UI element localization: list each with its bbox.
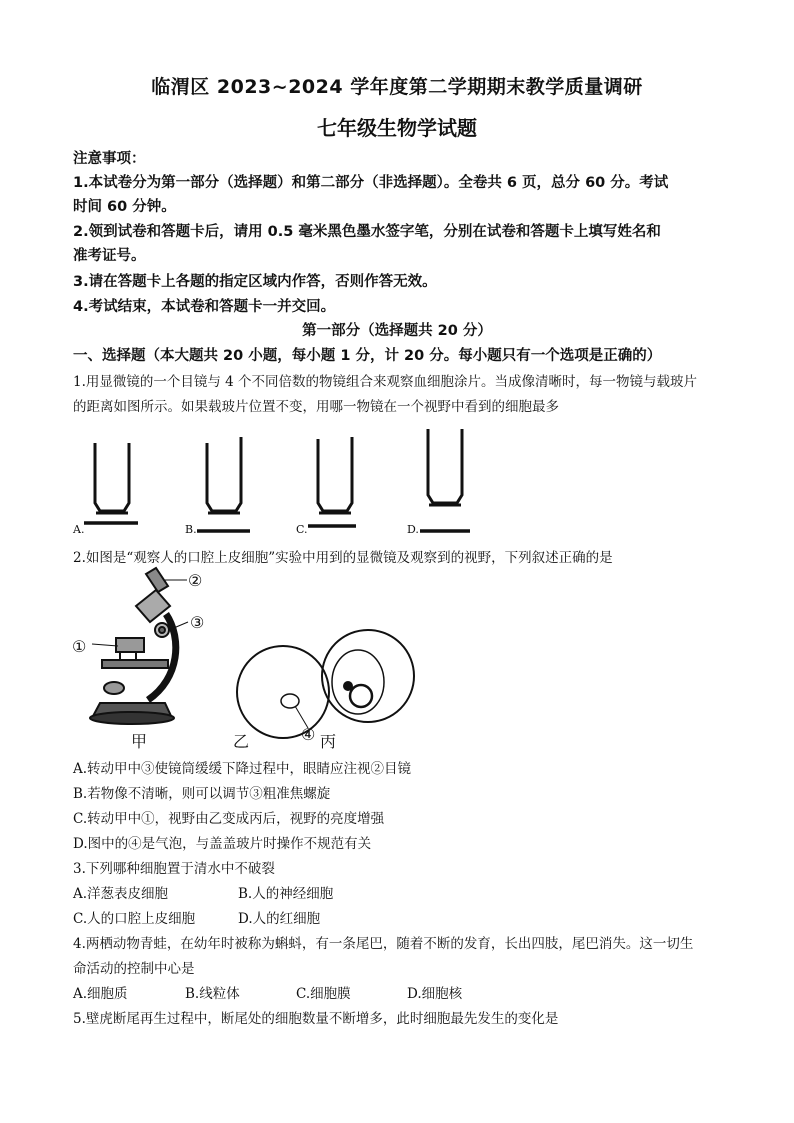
q3-option-c: C.人的口腔上皮细胞 [73, 911, 196, 927]
q1-stem-line: 1.用显微镜的一个目镜与 4 个不同倍数的物镜组合来观察血细胞涂片。当成像清晰时，每一物镜与载玻片 [73, 374, 698, 390]
label-jia: 甲 [131, 732, 148, 751]
note-line: 4.考试结束，本试卷和答题卡一并交回。 [73, 299, 336, 315]
label-yi: 乙 [233, 732, 250, 751]
label-circle-4: ④ [301, 725, 316, 744]
label-circle-1: ① [72, 637, 87, 656]
note-line: 时间 60 分钟。 [73, 199, 176, 215]
q2-stem: 2.如图是“观察人的口腔上皮细胞”实验中用到的显微镜及观察到的视野，下列叙述正确的是 [73, 550, 613, 566]
q2-option-b: B.若物像不清晰，则可以调节③粗准焦螺旋 [73, 786, 331, 802]
label-bing: 丙 [320, 732, 337, 751]
notes-heading: 注意事项： [73, 151, 146, 167]
q4-option-d: D.细胞核 [407, 986, 463, 1002]
label-circle-3: ③ [190, 613, 205, 632]
note-line: 1.本试卷分为第一部分（选择题）和第二部分（非选择题）。全卷共 6 页，总分 60 分。考试 [73, 175, 669, 191]
part1-heading: 第一部分（选择题共 20 分） [302, 323, 492, 339]
q5-stem: 5.壁虎断尾再生过程中，断尾处的细胞数量不断增多，此时细胞最先发生的变化是 [73, 1011, 559, 1027]
note-line: 3.请在答题卡上各题的指定区域内作答，否则作答无效。 [73, 274, 437, 290]
exam-subtitle: 七年级生物学试题 [317, 116, 477, 140]
objective-lens-figure [0, 425, 794, 535]
exam-title: 临渭区 2023~2024 学年度第二学期期末教学质量调研 [151, 76, 643, 98]
microscope-figure [70, 568, 410, 751]
q4-stem-line: 命活动的控制中心是 [73, 961, 195, 977]
note-line: 2.领到试卷和答题卡后，请用 0.5 毫米黑色墨水签字笔，分别在试卷和答题卡上填写姓名和 [73, 224, 661, 240]
q2-option-c: C.转动甲中①，视野由乙变成丙后，视野的亮度增强 [73, 811, 385, 827]
q1-option-a: A. [73, 523, 85, 536]
q2-option-d: D.图中的④是气泡，与盖盖玻片时操作不规范有关 [73, 836, 372, 852]
q2-option-a: A.转动甲中③使镜筒缓缓下降过程中，眼睛应注视②目镜 [73, 761, 412, 777]
q4-option-b: B.线粒体 [185, 986, 240, 1002]
label-circle-2: ② [188, 571, 203, 590]
section-heading: 一、选择题（本大题共 20 小题，每小题 1 分，计 20 分。每小题只有一个选项是正确的） [73, 348, 662, 364]
q1-option-c: C. [296, 523, 308, 536]
q3-option-d: D.人的红细胞 [238, 911, 321, 927]
q1-option-b: B. [185, 523, 197, 536]
q1-stem-line: 的距离如图所示。如果载玻片位置不变，用哪一物镜在一个视野中看到的细胞最多 [73, 399, 559, 415]
note-line: 准考证号。 [73, 248, 146, 264]
q4-option-c: C.细胞膜 [296, 986, 351, 1002]
q3-stem: 3.下列哪种细胞置于清水中不破裂 [73, 861, 275, 877]
q4-stem-line: 4.两栖动物青蛙，在幼年时被称为蝌蚪，有一条尾巴，随着不断的发育，长出四肢，尾巴消失。这一切生 [73, 936, 694, 952]
q3-option-b: B.人的神经细胞 [238, 886, 334, 902]
q1-option-d: D. [407, 523, 419, 536]
q3-option-a: A.洋葱表皮细胞 [73, 886, 169, 902]
q4-option-a: A.细胞质 [73, 986, 128, 1002]
